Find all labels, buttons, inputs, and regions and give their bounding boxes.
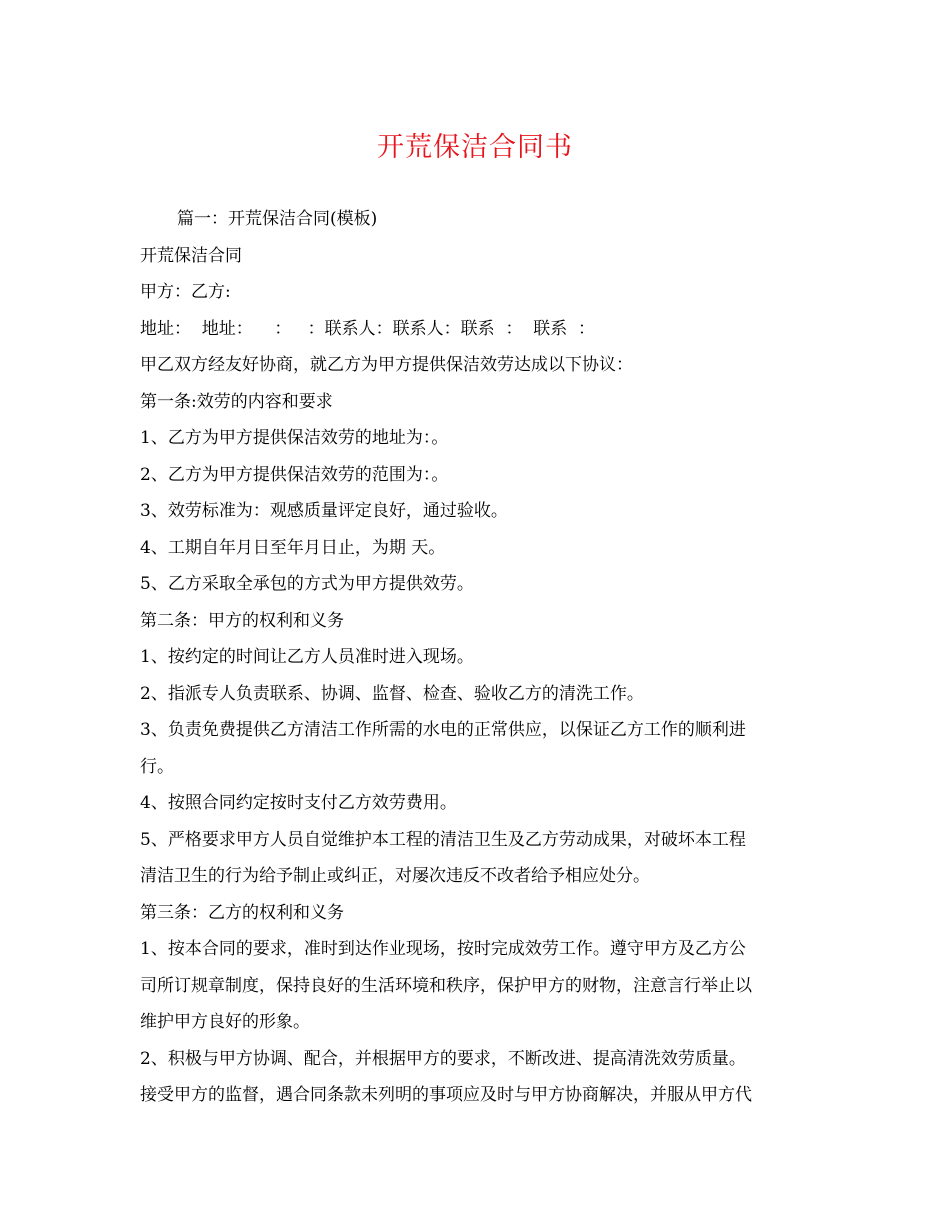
clause-line: 维护甲方良好的形象。	[140, 1012, 310, 1032]
clause-line: 5、乙方采取全承包的方式为甲方提供效劳。	[140, 574, 474, 594]
article-heading: 第三条：乙方的权利和义务	[140, 902, 344, 923]
document-title: 开荒保洁合同书	[377, 132, 573, 163]
clause-line: 清洁卫生的行为给予制止或纠正，对屡次违反不改者给予相应处分。	[140, 866, 650, 886]
clause-line: 2、指派专人负责联系、协调、监督、检查、验收乙方的清洗工作。	[140, 683, 644, 704]
clause-line: 行。	[140, 756, 174, 777]
clause-line: 2、积极与甲方协调、配合，并根据甲方的要求，不断改进、提高清洗效劳质量。	[140, 1048, 746, 1069]
clause-line: 5、严格要求甲方人员自觉维护本工程的清洁卫生及乙方劳动成果，对破坏本工程	[140, 829, 746, 850]
clause-line: 1、按约定的时间让乙方人员准时进入现场。	[140, 647, 474, 667]
section-heading: 篇一：开荒保洁合同(模板)	[177, 209, 378, 229]
clause-line: 4、按照合同约定按时支付乙方效劳费用。	[140, 793, 457, 813]
clause-line: 1、乙方为甲方提供保洁效劳的地址为：。	[140, 428, 449, 448]
clause-line: 接受甲方的监督，遇合同条款未列明的事项应及时与甲方协商解决，并服从甲方代	[140, 1085, 752, 1105]
article-heading: 第二条：甲方的权利和义务	[140, 610, 344, 631]
document-body	[140, 201, 820, 1114]
parties-line: 甲方：乙方:	[140, 282, 231, 302]
article-heading: 第一条:效劳的内容和要求	[140, 391, 333, 412]
preamble: 甲乙双方经友好协商，就乙方为甲方提供保洁效劳达成以下协议：	[140, 355, 633, 375]
clause-line: 4、工期自年月日至年月日止，为期 天。	[140, 537, 446, 558]
contract-name: 开荒保洁合同	[140, 245, 242, 266]
clause-line: 3、效劳标准为：观感质量评定良好，通过验收。	[140, 501, 508, 521]
clause-line: 2、乙方为甲方提供保洁效劳的范围为：。	[140, 464, 449, 485]
clause-line: 司所订规章制度，保持良好的生活环境和秩序，保护甲方的财物，注意言行举止以	[140, 975, 752, 996]
address-contact-line: 地址： 地址： ： ：联系人：联系人：联系 ： 联系 ：	[140, 318, 596, 339]
clause-line: 3、负责免费提供乙方清洁工作所需的水电的正常供应，以保证乙方工作的顺利进	[140, 720, 746, 740]
clause-line: 1、按本合同的要求，准时到达作业现场，按时完成效劳工作。遵守甲方及乙方公	[140, 939, 746, 959]
